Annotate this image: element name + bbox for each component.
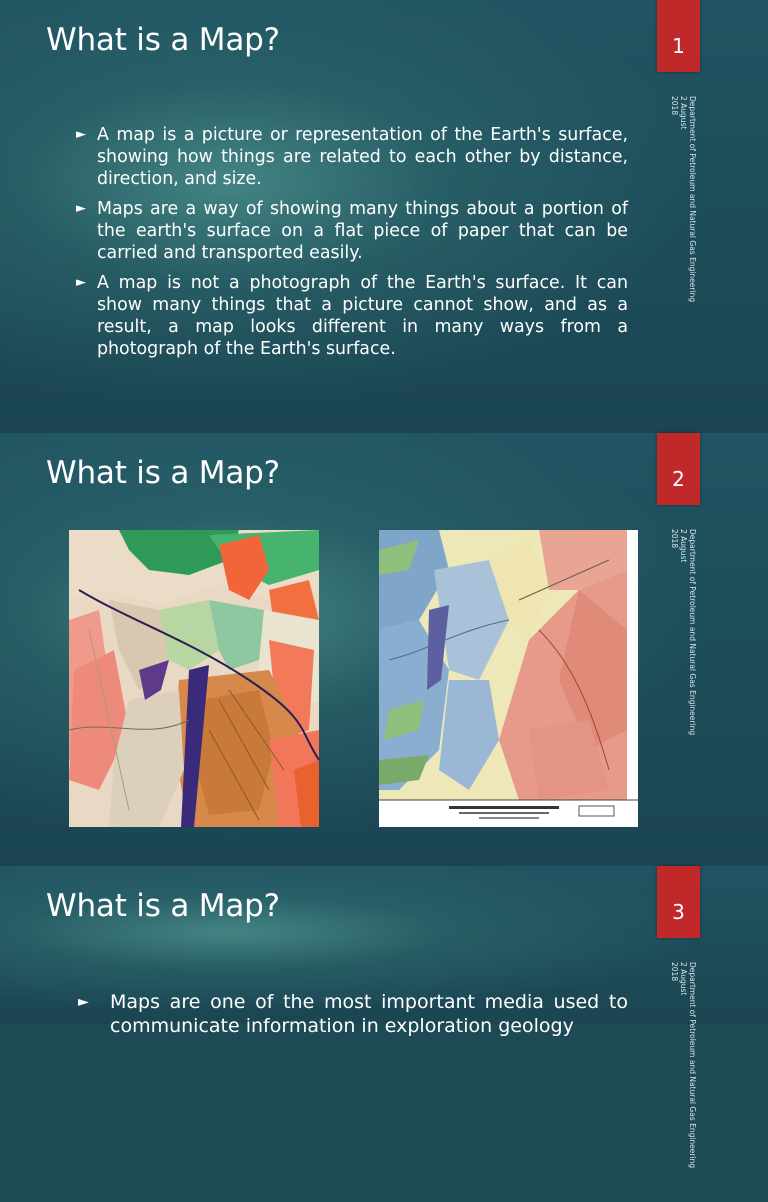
bullet-item [76,272,628,360]
footer-department: Department of Petroleum and Natural Gas Engineering [688,529,697,736]
geologic-map-image-left [69,530,319,827]
footer-date-line2: 2018 [670,529,679,549]
footer-date-line2: 2018 [670,96,679,116]
geologic-map-image-right [379,530,638,827]
slide-number: 1 [672,34,685,58]
slide-title: What is a Map? [46,22,280,58]
bullet-text: Maps are one of the most important media used to communicate information in exploration geology [110,991,628,1037]
bullet-arrow-icon: ► [76,275,86,290]
footer-department: Department of Petroleum and Natural Gas Engineering [688,962,697,1169]
slide-number-box [657,0,700,72]
footer-date-line1: 2 August [679,96,688,130]
bullet-item [78,990,628,1038]
bullet-item [76,124,628,190]
slide-number-box [657,433,700,505]
slide-1 [0,0,768,433]
slide-3 [0,866,768,1169]
bullet-text: A map is not a photograph of the Earth's surface. It can show many things that a picture cannot show, and as a result, a map looks different in many ways from a photograph of the Earth's surface. [97,273,628,359]
bullet-list [78,990,628,1046]
bullet-arrow-icon: ► [76,201,86,216]
bullet-text: A map is a picture or representation of the Earth's surface, showing how things are related to each other by distance, direction, and size. [97,125,628,189]
footer-date-line1: 2 August [679,962,688,996]
slide-footer [661,529,697,769]
slide-number: 2 [672,467,685,491]
bullet-list [76,124,628,368]
footer-department: Department of Petroleum and Natural Gas Engineering [688,96,697,303]
bullet-arrow-icon: ► [78,994,89,1010]
slide-number: 3 [672,900,685,924]
slide-title: What is a Map? [46,455,280,491]
slide-number-box [657,866,700,938]
bullet-item [76,198,628,264]
slide-footer [661,96,697,336]
slide-title: What is a Map? [46,888,280,924]
slide-footer [661,962,697,1169]
footer-date-line2: 2018 [670,962,679,982]
slide-2 [0,433,768,866]
bullet-text: Maps are a way of showing many things about a portion of the earth's surface on a flat piece of paper that can be carried and transported easily. [97,199,628,263]
footer-date-line1: 2 August [679,529,688,563]
bullet-arrow-icon: ► [76,127,86,142]
